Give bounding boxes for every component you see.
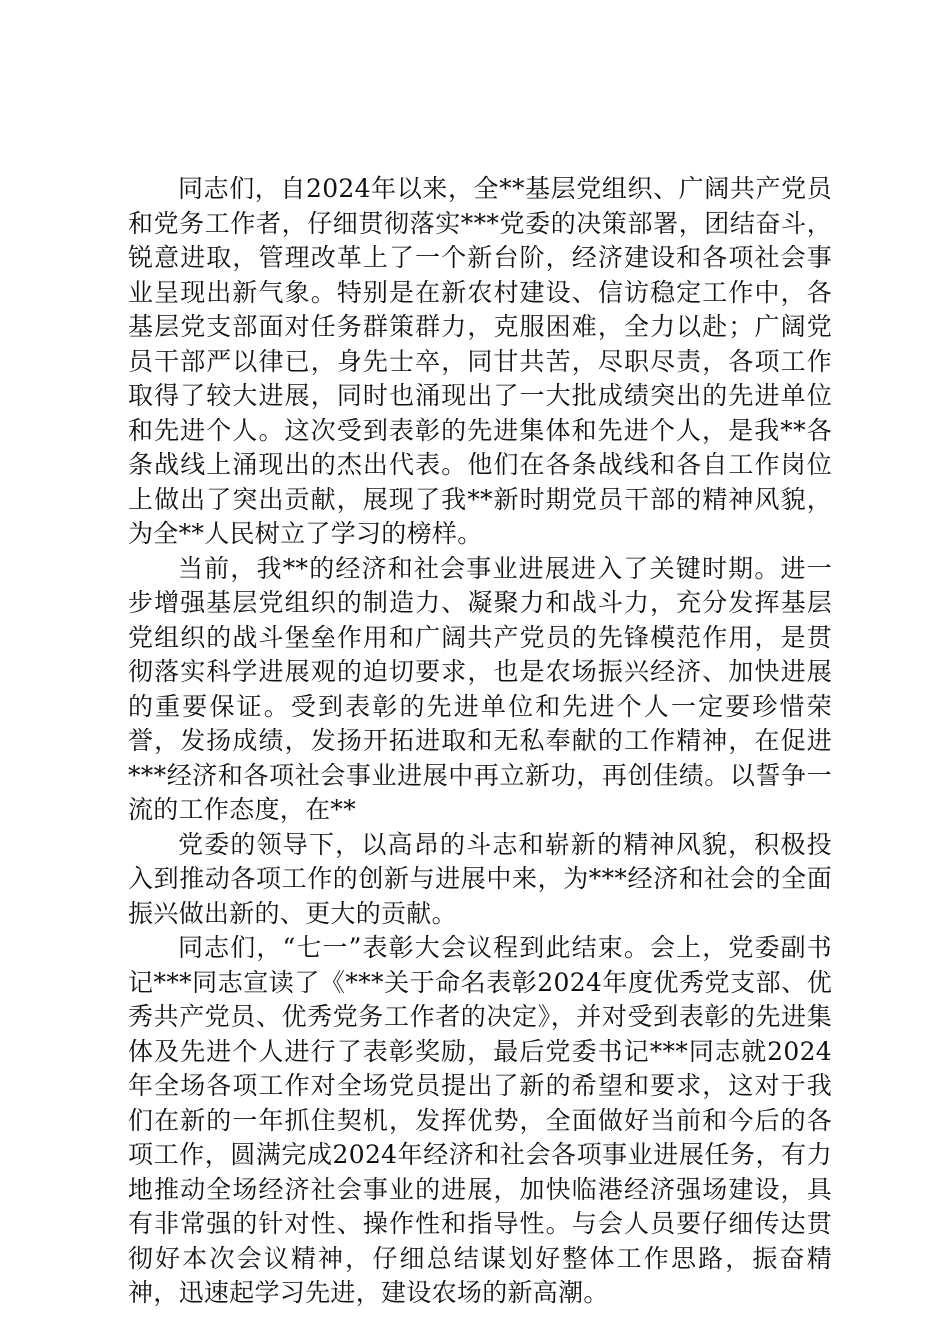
paragraph-leadership: 党委的领导下，以高昂的斗志和崭新的精神风貌，积极投入到推动各项工作的创新与进展中来，为***经济和社会的全面振兴做出新的、更大的贡献。	[128, 829, 832, 928]
document-body	[128, 172, 832, 1311]
paragraph-achievements: 同志们，自2024年以来，全**基层党组织、广阔共产党员和党务工作者，仔细贯彻落实***党委的决策部署，团结奋斗，锐意进取，管理改革上了一个新台阶，经济建设和各项社会事业呈现出新气象。特别是在新农村建设、信访稳定工作中，各基层党支部面对任务群策群力，克服困难，全力以赴；广阔党员干部严以律已，身先士卒，同甘共苦，尽职尽责，各项工作取得了较大进展，同时也涌现出了一大批成绩突出的先进单位和先进个人。这次受到表彰的先进集体和先进个人，是我**各条战线上涌现出的杰出代表。他们在各条战线和各自工作岗位上做出了突出贡献，展现了我**新时期党员干部的精神风貌，为全**人民树立了学习的榜样。	[128, 174, 832, 548]
paragraph-current-situation: 当前，我**的经济和社会事业进展进入了关键时期。进一步增强基层党组织的制造力、凝聚力和战斗力，充分发挥基层党组织的战斗堡垒作用和广阔共产党员的先锋模范作用，是贯彻落实科学进展观的迫切要求，也是农场振兴经济、加快进展的重要保证。受到表彰的先进单位和先进个人一定要珍惜荣誉，发扬成绩，发扬开拓进取和无私奉献的工作精神，在促进***经济和各项社会事业进展中再立新功，再创佳绩。以誓争一流的工作态度，在**	[128, 553, 832, 824]
paragraph-conclusion: 同志们，“七一”表彰大会议程到此结束。会上，党委副书记***同志宣读了《***关于命名表彰2024年度优秀党支部、优秀共产党员、优秀党务工作者的决定》，并对受到表彰的先进集体及先进个人进行了表彰奖励，最后党委书记***同志就2024年全场各项工作对全场党员提出了新的希望和要求，这对于我们在新的一年抓住契机，发挥优势，全面做好当前和今后的各项工作，圆满完成2024年经济和社会各项事业进展任务，有力地推动全场经济社会事业的进展，加快临港经济强场建设，具有非常强的针对性、操作性和指导性。与会人员要仔细传达贯彻好本次会议精神，仔细总结谋划好整体工作思路，振奋精神，迅速起学习先进，建设农场的新高潮。	[128, 933, 832, 1307]
